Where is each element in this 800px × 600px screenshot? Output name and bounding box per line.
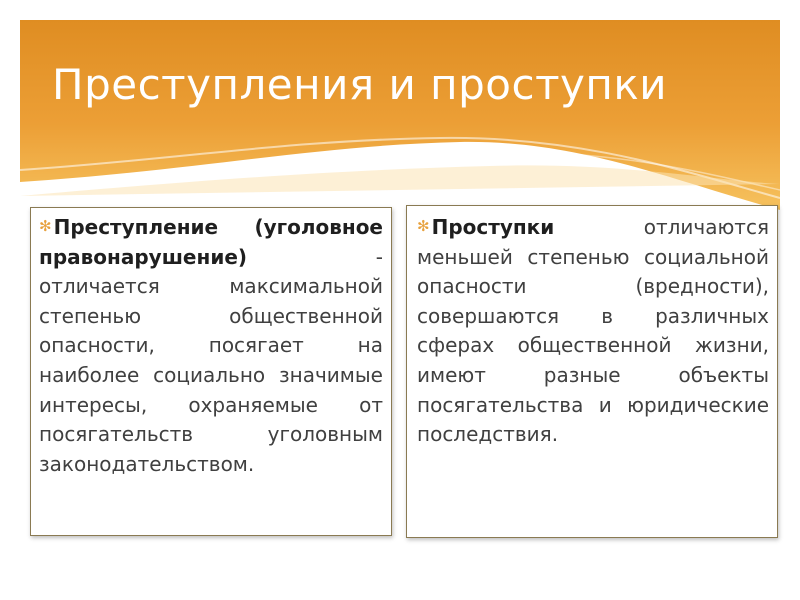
crime-definition-card <box>30 207 392 536</box>
misdemeanor-paragraph <box>417 212 769 450</box>
asterisk-bullet-icon: ✻ <box>39 217 52 235</box>
crime-paragraph <box>39 212 383 479</box>
misdemeanor-description: отличаются меньшей степенью социальной опасности (вредности), совершаются в различных сферах общественной жизни, имеют разные объекты посягательства и юридические последствия. <box>417 215 769 447</box>
misdemeanor-definition-card <box>406 205 778 538</box>
misdemeanor-term: Проступки <box>431 215 555 239</box>
slide-title: Преступления и проступки <box>52 60 668 109</box>
crime-term: Преступление (уголовное правонарушение) <box>39 215 383 269</box>
wave-banner-graphic <box>20 20 780 220</box>
asterisk-bullet-icon: ✻ <box>417 217 430 235</box>
title-banner <box>20 20 780 220</box>
crime-description: - отличается максимальной степенью общественной опасности, посягает на наиболее социально значимые интересы, охраняемые от посягательств уголовным законодательством. <box>39 244 383 476</box>
